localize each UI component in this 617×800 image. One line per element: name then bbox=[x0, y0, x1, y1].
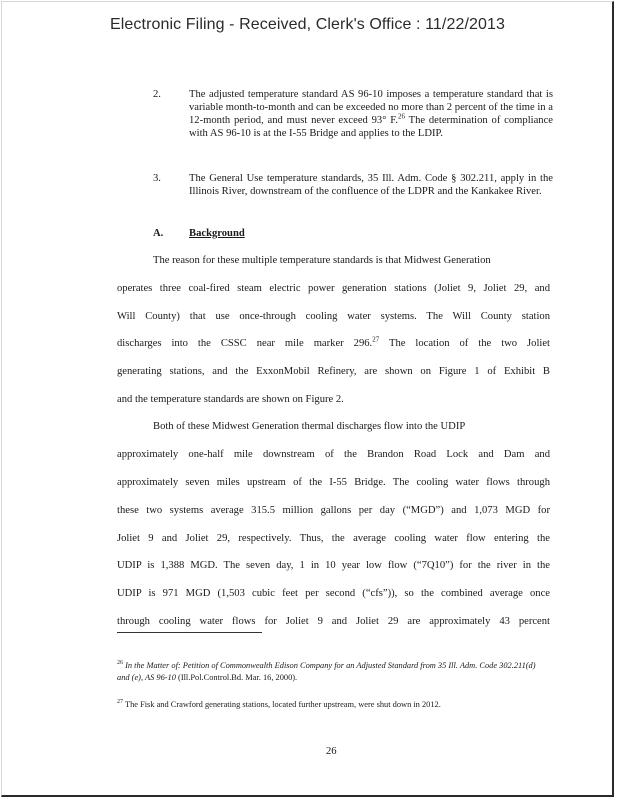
footnote-separator bbox=[117, 632, 262, 633]
footnote bbox=[117, 660, 550, 684]
item-number: 2. bbox=[153, 89, 161, 100]
numbered-item bbox=[153, 172, 553, 212]
numbered-item bbox=[153, 88, 553, 154]
section-title: Background bbox=[189, 228, 245, 239]
line-text: The location of the two Joliet bbox=[379, 338, 550, 349]
paragraph-line: generating stations, and the ExxonMobil Refinery, are shown on Figure 1 of Exhibit B bbox=[117, 366, 550, 377]
item-text-post: The determination of compliance with AS 96-10 is at the I-55 Bridge and applies to the LDIP. bbox=[189, 115, 553, 139]
filing-stamp: Electronic Filing - Received, Clerk's Office : 11/22/2013 bbox=[110, 16, 506, 33]
footnote-citation: (Ill.Pol.Control.Bd. Mar. 16, 2000). bbox=[175, 673, 298, 682]
page-number: 26 bbox=[326, 746, 337, 757]
paragraph-line: UDIP is 1,388 MGD. The seven day, 1 in 10 year low flow (“7Q10”) for the river in the bbox=[117, 560, 550, 571]
footnote-number: 26 bbox=[117, 660, 123, 667]
footnote-ref: 26 bbox=[397, 112, 405, 121]
paragraph-line: operates three coal-fired steam electric power generation stations (Joliet 9, Joliet 29, and bbox=[117, 283, 550, 294]
paragraph-line: Joliet 9 and Joliet 29, respectively. Thus, the average cooling water flow entering the bbox=[117, 533, 550, 544]
item-number: 3. bbox=[153, 173, 161, 184]
paragraph-line bbox=[117, 337, 550, 350]
paragraph-line: through cooling water flows for Joliet 9 and Joliet 29 are approximately 43 percent bbox=[117, 616, 550, 627]
item-text-pre: The adjusted temperature standard AS 96-10 imposes a temperature standard that is variable month-to-month and can be exceeded no more than 2 percent of the time in a 12-month period, and must never exceed 93° F. bbox=[189, 89, 553, 126]
footnote bbox=[117, 699, 550, 711]
footnote-text: The Fisk and Crawford generating stations, located further upstream, were shut down in 2012. bbox=[124, 700, 441, 709]
line-text: discharges into the CSSC near mile marker 296. bbox=[117, 338, 373, 349]
paragraph-line: The reason for these multiple temperature standards is that Midwest Generation bbox=[153, 255, 491, 266]
item-text-pre: The General Use temperature standards, 35 Ill. Adm. Code § 302.211, apply in the Illinois River, downstream of the confluence of the LDPR and the Kankakee River. bbox=[189, 173, 553, 197]
paragraph-line: UDIP is 971 MGD (1,503 cubic feet per second (“cfs”)), so the combined average once bbox=[117, 588, 550, 599]
paragraph-line: and the temperature standards are shown on Figure 2. bbox=[117, 394, 344, 405]
section-letter: A. bbox=[153, 228, 164, 239]
item-text bbox=[189, 88, 553, 140]
paragraph-line: Both of these Midwest Generation thermal discharges flow into the UDIP bbox=[153, 421, 466, 432]
footnote-number: 27 bbox=[117, 699, 123, 706]
footnote-case-title: In the Matter of: Petition of Commonwealth Edison Company for an Adjusted Standard from 35 Ill. Adm. Code 302.211(d) and (e), AS 96-10 bbox=[117, 661, 536, 682]
paragraph-line: these two systems average 315.5 million gallons per day (“MGD”) and 1,073 MGD for bbox=[117, 505, 550, 516]
paragraph-line: approximately seven miles upstream of the I-55 Bridge. The cooling water flows through bbox=[117, 477, 550, 488]
paragraph-line: approximately one-half mile downstream of the Brandon Road Lock and Dam and bbox=[117, 449, 550, 460]
paragraph-line: Will County) that use once-through cooling water systems. The Will County station bbox=[117, 311, 550, 322]
item-text bbox=[189, 172, 553, 198]
footnote-ref: 27 bbox=[372, 335, 380, 344]
